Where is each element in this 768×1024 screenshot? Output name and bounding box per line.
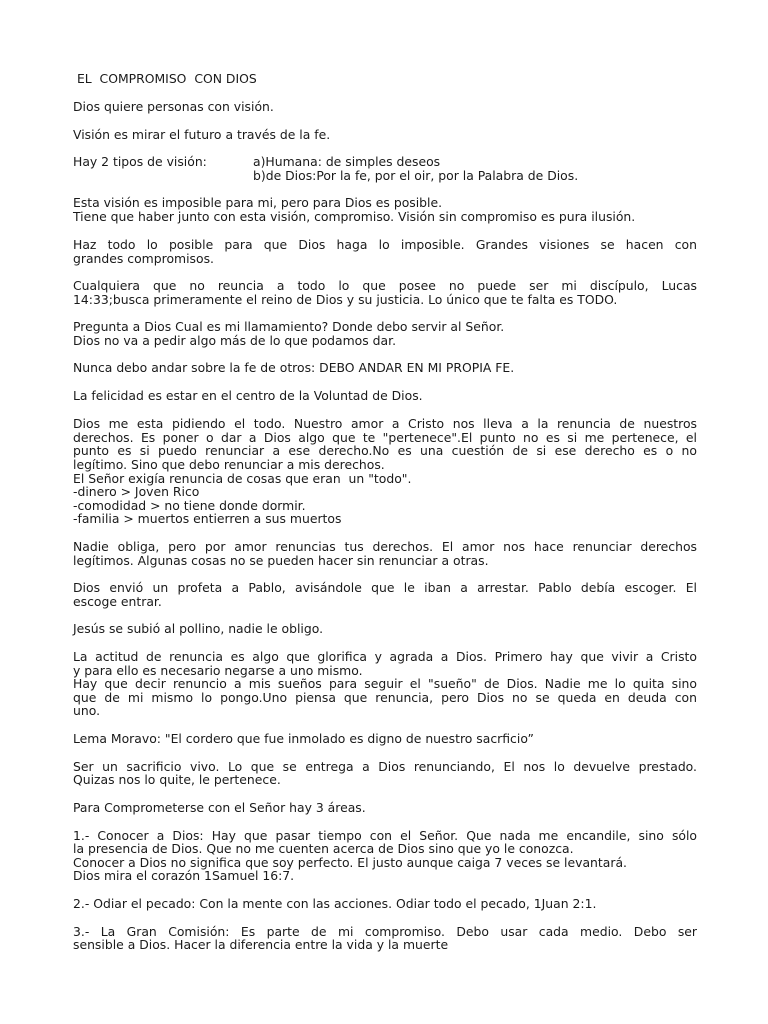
paragraph-10-line-4: legítimo. Sino que debo renunciar a mis derechos. <box>73 457 385 472</box>
paragraph-14-line-3: Hay que decir renuncio a mis sueños para seguir el "sueño" de Dios. Nadie me lo quita sino <box>73 676 697 691</box>
document-title: EL COMPROMISO CON DIOS <box>73 71 257 86</box>
paragraph-7-line-1: Pregunta a Dios Cual es mi llamamiento? Donde debo servir al Señor. <box>73 319 505 334</box>
paragraph-7-line-2: Dios no va a pedir algo más de lo que podamos dar. <box>73 333 397 348</box>
paragraph-20-line-2: sensible a Dios. Hacer la diferencia entre la vida y la muerte <box>73 937 449 952</box>
paragraph-13: Jesús se subió al pollino, nadie le obligo. <box>73 621 324 636</box>
paragraph-12-line-2: escoge entrar. <box>73 594 162 609</box>
paragraph-8: Nunca debo andar sobre la fe de otros: DEBO ANDAR EN MI PROPIA FE. <box>73 360 515 375</box>
vision-type-human: a)Humana: de simples deseos <box>253 154 441 169</box>
paragraph-14-line-1: La actitud de renuncia es algo que glorifica y agrada a Dios. Primero hay que vivir a Cristo <box>73 649 697 664</box>
paragraph-5-line-1: Haz todo lo posible para que Dios haga lo imposible. Grandes visiones se hacen con <box>73 237 697 252</box>
paragraph-14-line-4: que de mi mismo lo pongo.Uno piensa que renuncia, pero Dios no se queda en deuda con <box>73 690 697 705</box>
paragraph-17: Para Comprometerse con el Señor hay 3 áreas. <box>73 800 366 815</box>
paragraph-14-line-2: y para ello es necesario negarse a uno mismo. <box>73 663 363 678</box>
paragraph-14-line-5: uno. <box>73 703 101 718</box>
paragraph-20-line-1: 3.- La Gran Comisión: Es parte de mi compromiso. Debo usar cada medio. Debo ser <box>73 924 697 939</box>
list-item-familia: -familia > muertos entierren a sus muertos <box>73 511 342 526</box>
paragraph-18-line-1: 1.- Conocer a Dios: Hay que pasar tiempo con el Señor. Que nada me encandile, sino sólo <box>73 828 697 843</box>
paragraph-16-line-2: Quizas nos lo quite, le pertenece. <box>73 772 281 787</box>
vision-types-label: Hay 2 tipos de visión: <box>73 154 207 169</box>
paragraph-11-line-2: legítimos. Algunas cosas no se pueden hacer sin renunciar a otras. <box>73 553 489 568</box>
paragraph-4-line-2: Tiene que haber junto con esta visión, compromiso. Visión sin compromiso es pura ilusión. <box>73 209 636 224</box>
paragraph-18-line-3: Conocer a Dios no significa que soy perfecto. El justo aunque caiga 7 veces se levantará. <box>73 855 627 870</box>
paragraph-11-line-1: Nadie obliga, pero por amor renuncias tus derechos. El amor nos hace renunciar derechos <box>73 539 697 554</box>
paragraph-4-line-1: Esta visión es imposible para mi, pero para Dios es posible. <box>73 195 443 210</box>
paragraph-15: Lema Moravo: "El cordero que fue inmolado es digno de nuestro sacrficio” <box>73 731 534 746</box>
paragraph-5-line-2: grandes compromisos. <box>73 251 214 266</box>
paragraph-18-line-2: la presencia de Dios. Que no me cuenten acerca de Dios sino que yo le conozca. <box>73 841 574 856</box>
paragraph-16-line-1: Ser un sacrificio vivo. Lo que se entrega a Dios renunciando, El nos lo devuelve prestado. <box>73 759 697 774</box>
paragraph-2: Visión es mirar el futuro a través de la fe. <box>73 127 331 142</box>
paragraph-19: 2.- Odiar el pecado: Con la mente con las acciones. Odiar todo el pecado, 1Juan 2:1. <box>73 896 597 911</box>
paragraph-1: Dios quiere personas con visión. <box>73 99 274 114</box>
list-item-comodidad: -comodidad > no tiene donde dormir. <box>73 498 306 513</box>
vision-type-god: b)de Dios:Por la fe, por el oir, por la Palabra de Dios. <box>253 168 579 183</box>
list-item-dinero: -dinero > Joven Rico <box>73 484 200 499</box>
paragraph-10-line-1: Dios me esta pidiendo el todo. Nuestro amor a Cristo nos lleva a la renuncia de nuestros <box>73 416 697 431</box>
paragraph-10-line-5: El Señor exigía renuncia de cosas que eran un "todo". <box>73 471 412 486</box>
paragraph-12-line-1: Dios envió un profeta a Pablo, avisándole que le iban a arrestar. Pablo debía escoger. El <box>73 580 697 595</box>
paragraph-18-line-4: Dios mira el corazón 1Samuel 16:7. <box>73 868 295 883</box>
paragraph-10-line-3: punto es si puedo renunciar a ese derecho.No es una cuestión de si ese derecho es o no <box>73 443 697 458</box>
paragraph-6-line-1: Cualquiera que no reuncia a todo lo que posee no puede ser mi discípulo, Lucas <box>73 278 697 293</box>
paragraph-10-line-2: derechos. Es poner o dar a Dios algo que te "pertenece".El punto no es si me pertenece, el <box>73 430 697 445</box>
paragraph-6-line-2: 14:33;busca primeramente el reino de Dios y su justicia. Lo único que te falta es TODO. <box>73 292 618 307</box>
paragraph-9: La felicidad es estar en el centro de la Voluntad de Dios. <box>73 388 423 403</box>
